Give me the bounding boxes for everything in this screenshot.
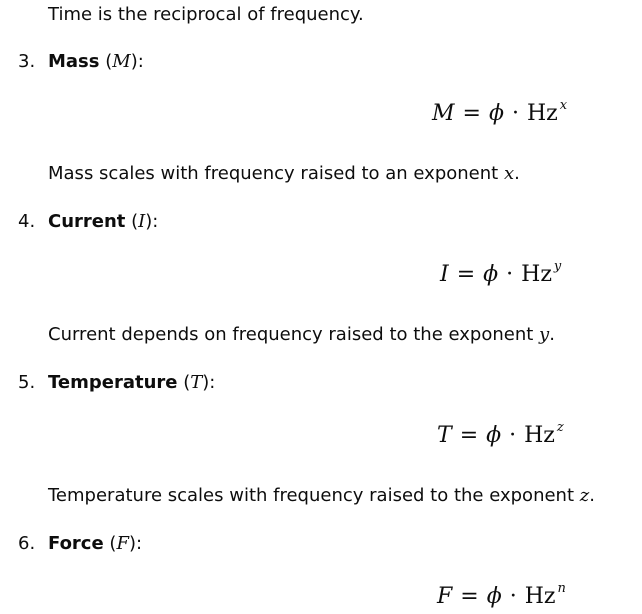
close-paren: ): [128, 533, 143, 554]
eq-dot: · [509, 584, 517, 609]
list-item-mass [18, 50, 144, 74]
intro-text: Time is the reciprocal of frequency. [48, 4, 364, 25]
equation-mass [432, 100, 567, 128]
eq-sign: = [462, 101, 481, 126]
open-paren: ( [177, 372, 191, 393]
open-paren: ( [125, 211, 139, 232]
eq-exponent: y [553, 259, 562, 274]
close-paren: ): [145, 211, 159, 232]
equation-temperature [437, 422, 564, 450]
close-paren: ): [130, 51, 144, 72]
item-symbol: I [138, 211, 146, 232]
eq-dot: · [511, 101, 519, 126]
desc-text: Current depends on frequency raised to the exponent [48, 324, 540, 345]
list-item-temperature [18, 371, 215, 395]
eq-unit: Hz [524, 584, 556, 609]
eq-dot: · [506, 262, 514, 287]
eq-lhs: T [437, 423, 452, 448]
desc-suffix: . [549, 324, 555, 345]
close-paren: ): [202, 372, 216, 393]
desc-current [48, 323, 555, 347]
eq-lhs: M [432, 101, 455, 126]
equation-current [440, 261, 561, 289]
desc-var: x [503, 163, 515, 184]
item-number: 3. [18, 51, 36, 72]
eq-lhs: F [437, 584, 453, 609]
open-paren: ( [103, 533, 117, 554]
list-item-current [18, 210, 158, 234]
desc-var: y [539, 324, 550, 345]
item-symbol: M [112, 51, 131, 72]
item-label: Mass [48, 51, 100, 72]
eq-unit: Hz [521, 262, 552, 287]
eq-exponent: x [559, 98, 568, 113]
eq-phi: ϕ [486, 584, 502, 609]
desc-mass [48, 162, 520, 186]
item-label: Temperature [48, 372, 178, 393]
eq-phi: ϕ [483, 262, 499, 287]
item-number: 4. [18, 211, 36, 232]
desc-suffix: . [514, 163, 520, 184]
eq-sign: = [456, 262, 476, 287]
equation-force [437, 583, 566, 611]
desc-text: Mass scales with frequency raised to an exponent [48, 163, 504, 184]
eq-sign: = [460, 584, 479, 609]
desc-suffix: . [589, 485, 595, 506]
eq-exponent: z [556, 420, 564, 435]
eq-phi: ϕ [486, 423, 502, 448]
eq-lhs: I [440, 262, 449, 287]
desc-text: Temperature scales with frequency raised to the exponent [48, 485, 580, 506]
item-symbol: T [190, 372, 203, 393]
item-number: 5. [18, 372, 36, 393]
item-label: Force [48, 533, 104, 554]
eq-exponent: n [557, 581, 566, 596]
eq-unit: Hz [526, 101, 558, 126]
eq-phi: ϕ [488, 101, 504, 126]
eq-dot: · [509, 423, 517, 448]
item-number: 6. [18, 533, 36, 554]
desc-temperature [48, 484, 595, 508]
eq-unit: Hz [524, 423, 555, 448]
list-item-force [18, 532, 142, 556]
item-label: Current [48, 211, 126, 232]
desc-var: z [579, 485, 590, 506]
item-symbol: F [116, 533, 129, 554]
eq-sign: = [459, 423, 479, 448]
open-paren: ( [99, 51, 113, 72]
